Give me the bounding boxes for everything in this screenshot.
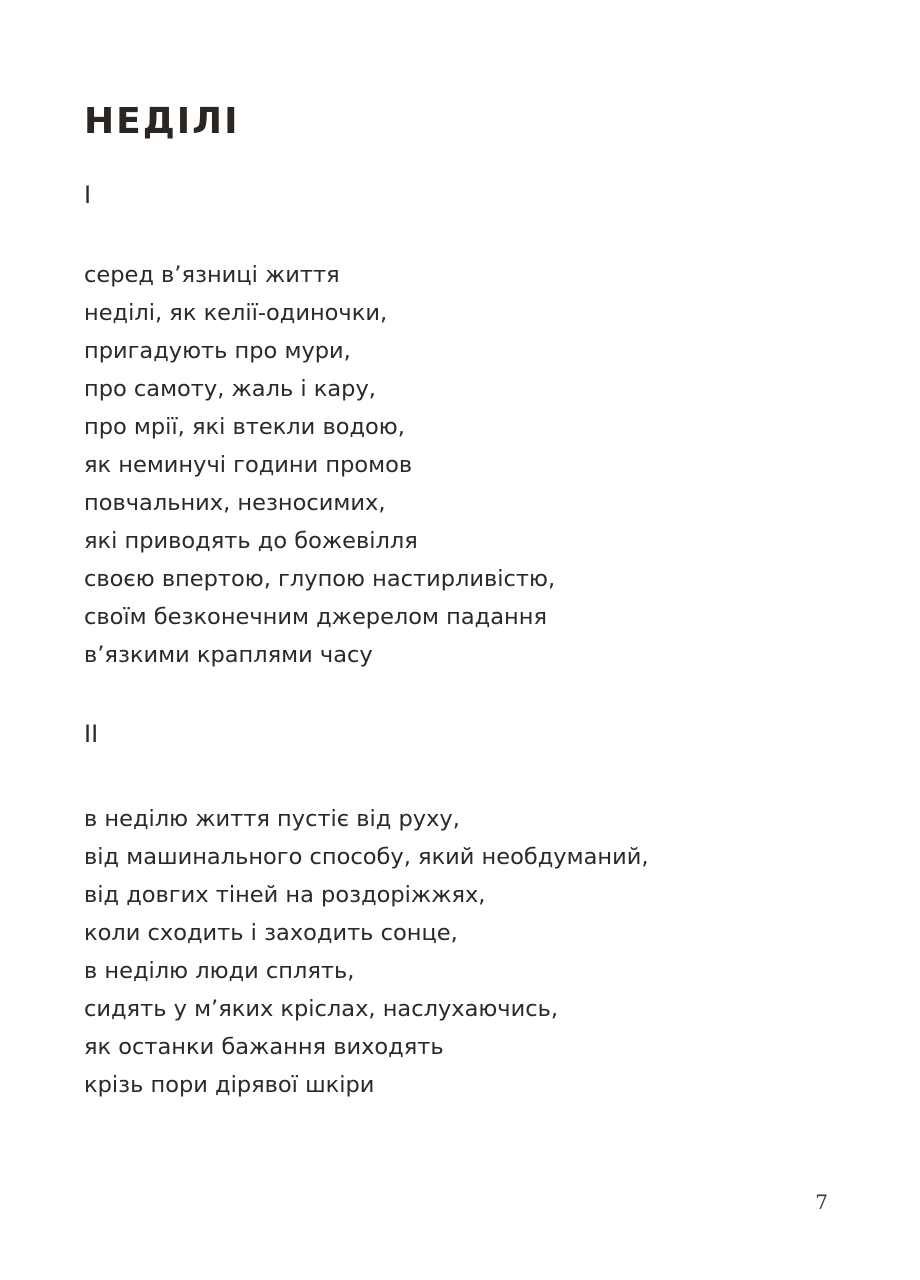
page-number: 7: [815, 1190, 828, 1214]
section-numeral-1: I: [84, 181, 92, 209]
poem-line: пригадують про мури,: [84, 338, 351, 364]
poem-line: своїм безконечним джерелом падання: [84, 604, 547, 630]
poem-line: від машинального способу, який необдуманий,: [84, 844, 649, 870]
section-numeral-2: II: [84, 720, 99, 748]
page-title: НЕДІЛІ: [84, 101, 240, 142]
poem-line: коли сходить і заходить сонце,: [84, 920, 458, 946]
poem-line: в неділю життя пустіє від руху,: [84, 806, 460, 832]
poem-line: серед в’язниці життя: [84, 262, 340, 288]
poem-line: сидять у м’яких кріслах, наслухаючись,: [84, 996, 559, 1022]
stanza-1: [84, 256, 555, 674]
poem-line: в’язкими краплями часу: [84, 642, 373, 668]
poem-line: як останки бажання виходять: [84, 1034, 444, 1060]
poem-line: які приводять до божевілля: [84, 528, 418, 554]
poem-line: неділі, як келії-одиночки,: [84, 300, 388, 326]
poem-line: крізь пори дірявої шкіри: [84, 1072, 375, 1098]
poem-line: про мрії, які втекли водою,: [84, 414, 405, 440]
poem-line: як неминучі години промов: [84, 452, 413, 478]
poem-line: від довгих тіней на роздоріжжях,: [84, 882, 486, 908]
poem-line: про самоту, жаль і кару,: [84, 376, 376, 402]
poem-line: повчальних, незносимих,: [84, 490, 386, 516]
poem-line: своєю впертою, глупою настирливістю,: [84, 566, 556, 592]
poem-line: в неділю люди сплять,: [84, 958, 355, 984]
stanza-2: [84, 800, 649, 1104]
